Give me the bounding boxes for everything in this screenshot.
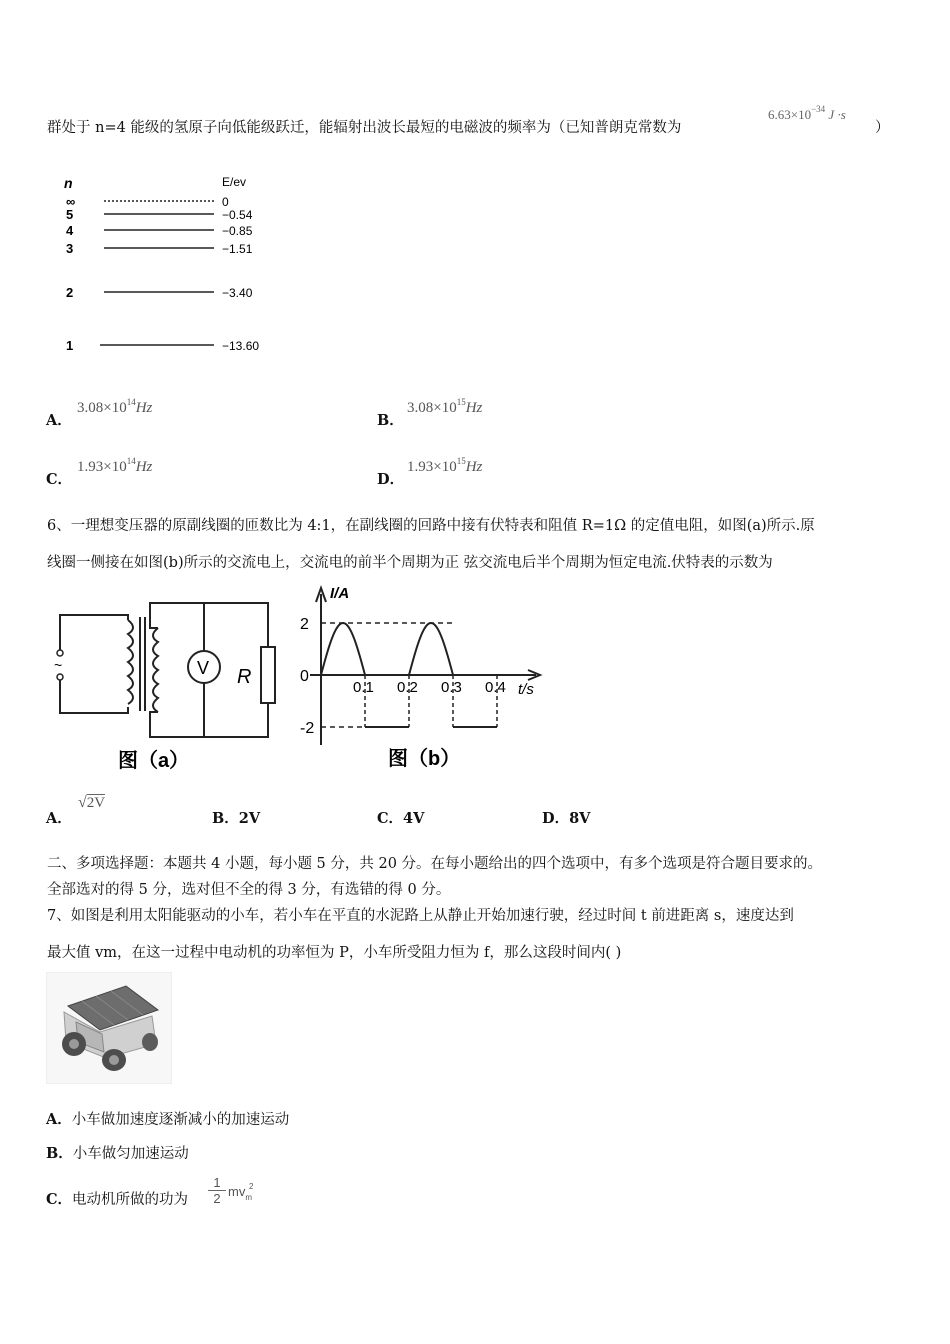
x-tick-1: 0.2 [397,679,418,696]
q5-option-c-label[interactable]: C． [46,471,73,488]
figure-b-waveform [290,582,550,780]
x-tick-2: 0.3 [441,679,462,696]
q5-option-a-label[interactable]: A． [46,412,72,429]
voltmeter-label: V [197,658,210,678]
x-tick-3: 0.4 [485,679,506,696]
q7-line2: 最大值 vm，在这一过程中电动机的功率恒为 P，小车所受阻力恒为 f，那么这段时间内( ) [47,945,622,961]
q5-option-b-label[interactable]: B． [377,412,404,429]
q7-option-c[interactable]: C．电动机所做的功为 [46,1191,189,1208]
q6-line1: 6、一理想变压器的原副线圈的匝数比为 4:1，在副线圈的回路中接有伏特表和阻值 R=1Ω 的定值电阻，如图(a)所示.原 [47,518,815,534]
figure-a-circuit [50,595,290,780]
q5-option-a-value[interactable]: $3.08\times 10^{14}Hz$ [77,397,153,416]
energy-level-diagram [46,170,286,360]
section2-line1: 二、多项选择题：本题共 4 小题，每小题 5 分，共 20 分。在每小题给出的四个选项中，有多个选项是符合题目要求的。 [47,856,823,872]
section2-line2: 全部选对的得 5 分，选对但不全的得 3 分，有选错的得 0 分。 [47,882,451,898]
resistor-label: R [237,666,252,688]
ac-source-symbol: ~ [54,657,63,673]
wave-segment-2 [409,623,453,675]
wave-segment-0 [321,623,365,675]
y-axis-label: I/A [330,585,350,602]
y-tick-2: -2 [300,720,315,737]
level-e-2: −0.85 [222,224,253,238]
level-n-5: 1 [66,338,74,353]
y-tick-1: 0 [300,668,309,685]
level-e-1: −0.54 [222,208,253,222]
level-n-1: 5 [66,207,74,222]
figure-b-caption: 图（b） [388,748,461,770]
level-n-3: 3 [66,241,74,256]
figure-a-caption: 图（a） [118,750,190,772]
level-e-5: −13.60 [222,339,260,353]
half-fraction: 1 2 [208,1176,226,1207]
q5-option-d-label[interactable]: D． [377,471,405,488]
q5-option-b-value[interactable]: $3.08\times 10^{15}Hz$ [407,397,483,416]
q5-intro-text: 群处于 n=4 能级的氢原子向低能级跃迁，能辐射出波长最短的电磁波的频率为（已知普朗克常数为 [47,120,682,136]
level-e-0: 0 [222,195,229,209]
q7-option-b[interactable]: B．小车做匀加速运动 [46,1145,189,1162]
q5-intro [47,116,681,137]
level-e-3: −1.51 [222,242,253,256]
col-n-label: n [64,175,73,191]
level-n-2: 4 [66,223,74,238]
q7-line1: 7、如图是利用太阳能驱动的小车，若小车在平直的水泥路上从静止开始加速行驶，经过时间 t 前进距离 s，速度达到 [47,908,794,924]
solar-car-image [46,972,172,1084]
col-e-label: E/ev [222,175,247,189]
q7-option-a[interactable]: A．小车做加速度逐渐减小的加速运动 [46,1111,290,1128]
x-tick-0: 0.1 [353,679,374,696]
close-paren: ） [875,120,890,136]
level-n-0: ∞ [66,194,76,209]
level-e-4: −3.40 [222,286,253,300]
level-n-4: 2 [66,285,74,300]
x-axis-label: t/s [518,681,534,698]
q6-option-c-label[interactable]: C．4V [377,810,425,827]
planck-constant: $6.63\times 10^{-34}$ J ·s [768,104,846,122]
q6-option-b-label[interactable]: B．2V [212,810,261,827]
q6-option-a-label[interactable]: A． [46,810,72,827]
q5-option-d-value[interactable]: $1.93\times 10^{15}Hz$ [407,456,483,475]
mv-expression: $mv_m^2$ [228,1182,254,1202]
q6-option-d-label[interactable]: D．8V [542,810,591,827]
q6-line2: 线圈一侧接在如图(b)所示的交流电上，交流电的前半个周期为正 弦交流电后半个周期为恒定电流.伏特表的示数为 [47,555,773,571]
q6-option-a-value[interactable]: √2V [78,794,106,811]
q5-option-c-value[interactable]: $1.93\times 10^{14}Hz$ [77,456,153,475]
y-tick-0: 2 [300,616,309,633]
